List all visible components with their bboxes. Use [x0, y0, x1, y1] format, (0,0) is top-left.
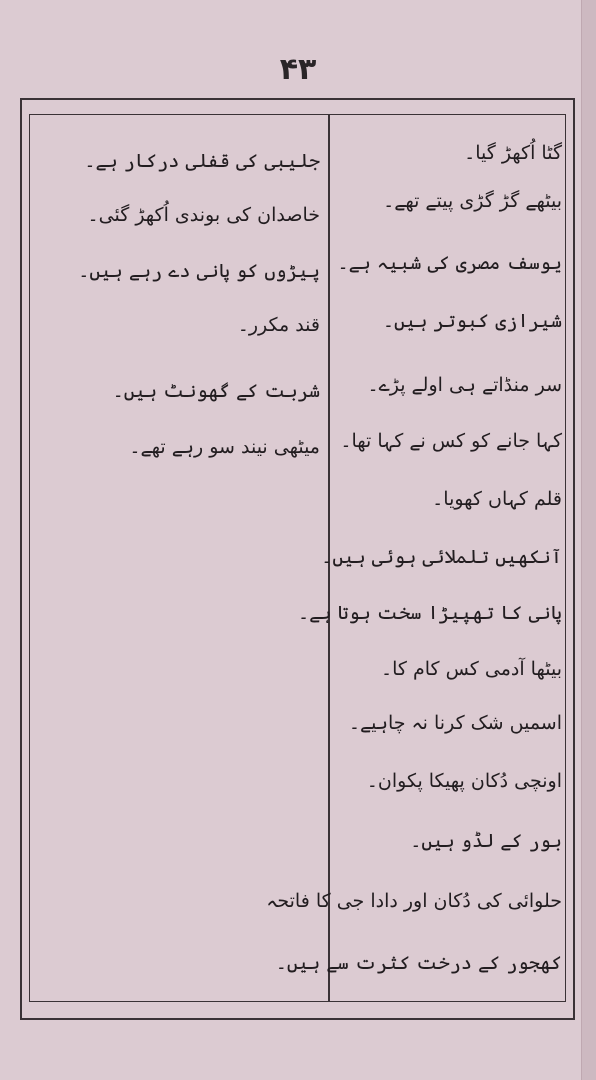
left-line: خاصدان کی بوندی اُکھڑ گئی۔	[87, 204, 320, 226]
right-line: حلوائی کی دُکان اور دادا جی کا فاتحہ	[266, 890, 562, 912]
right-line: آنکھیں تلملائی ہوئی ہیں۔	[321, 546, 562, 568]
right-line: بیٹھا آدمی کس کام کا۔	[380, 658, 562, 680]
left-line: جلیبی کی قفلی درکار ہے۔	[84, 150, 320, 172]
left-line: پیڑوں کو پانی دے رہے ہیں۔	[78, 260, 320, 282]
page-number: ۴۳	[279, 52, 317, 87]
right-line: کھجور کے درخت کثرت سے ہیں۔	[275, 952, 562, 974]
right-line: کہا جانے کو کس نے کہا تھا۔	[340, 430, 562, 452]
right-line: بیٹھے گڑ گڑی پیتے تھے۔	[383, 190, 562, 212]
right-line: سر منڈاتے ہی اولے پڑے۔	[367, 374, 562, 396]
right-line: اونچی دُکان پھیکا پکوان۔	[366, 770, 562, 792]
right-line: قلم کہاں کھویا۔	[432, 488, 562, 510]
left-line: میٹھی نیند سو رہے تھے۔	[129, 436, 320, 458]
right-line: اسمیں شک کرنا نہ چاہیے۔	[348, 712, 562, 734]
left-line: قند مکرر۔	[237, 314, 320, 336]
right-line: یوسف مصری کی شبیہ ہے۔	[337, 252, 562, 274]
page-edge	[581, 0, 596, 1080]
right-line: پانی کا تھپیڑا سخت ہوتا ہے۔	[298, 602, 562, 624]
right-line: شیرازی کبوتر ہیں۔	[382, 310, 562, 332]
right-line: گٹا اُکھڑ گیا۔	[464, 142, 562, 164]
right-line: بور کے لڈو ہیں۔	[410, 830, 562, 852]
left-line: شربت کے گھونٹ ہیں۔	[112, 380, 320, 402]
